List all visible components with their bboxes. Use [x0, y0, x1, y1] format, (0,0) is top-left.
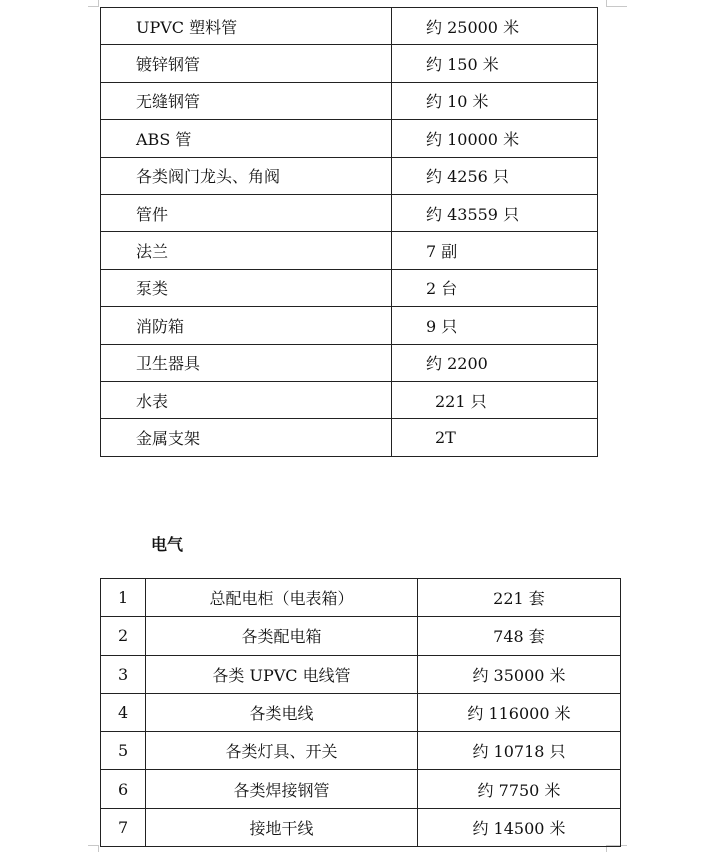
electrical-materials-table: [100, 578, 621, 847]
table-row: [101, 770, 621, 808]
row-number: 6: [101, 770, 146, 808]
row-number: 4: [101, 693, 146, 731]
page-corner-mark: [606, 0, 627, 7]
table-row: [101, 617, 621, 655]
material-name: UPVC 塑料管: [101, 8, 392, 45]
material-name: 水表: [101, 381, 392, 418]
material-quantity: 约 150 米: [392, 45, 598, 82]
material-quantity: 7 副: [392, 232, 598, 269]
material-quantity: 2 台: [392, 269, 598, 306]
table-row: [101, 194, 598, 231]
table-row: [101, 344, 598, 381]
item-quantity: 约 10718 只: [418, 732, 621, 770]
item-name: 各类焊接钢管: [146, 770, 418, 808]
material-quantity: 约 25000 米: [392, 8, 598, 45]
material-quantity: 2T: [392, 419, 598, 456]
material-name: 法兰: [101, 232, 392, 269]
table-row: [101, 269, 598, 306]
material-quantity: 9 只: [392, 307, 598, 344]
material-quantity: 约 4256 只: [392, 157, 598, 194]
material-name: 消防箱: [101, 307, 392, 344]
item-quantity: 约 35000 米: [418, 655, 621, 693]
row-number: 5: [101, 732, 146, 770]
row-number: 3: [101, 655, 146, 693]
material-name: 各类阀门龙头、角阀: [101, 157, 392, 194]
plumbing-materials-table: [100, 7, 598, 457]
material-quantity: 221 只: [392, 381, 598, 418]
table-row: [101, 120, 598, 157]
item-quantity: 221 套: [418, 579, 621, 617]
material-name: 金属支架: [101, 419, 392, 456]
item-quantity: 约 116000 米: [418, 693, 621, 731]
item-quantity: 748 套: [418, 617, 621, 655]
material-name: 无缝钢管: [101, 82, 392, 119]
row-number: 2: [101, 617, 146, 655]
table-row: [101, 808, 621, 846]
item-quantity: 约 7750 米: [418, 770, 621, 808]
page-corner-mark: [88, 0, 99, 7]
table-row: [101, 419, 598, 456]
table-row: [101, 732, 621, 770]
material-name: 泵类: [101, 269, 392, 306]
material-quantity: 约 2200: [392, 344, 598, 381]
table-row: [101, 693, 621, 731]
material-name: 管件: [101, 194, 392, 231]
row-number: 7: [101, 808, 146, 846]
table-row: [101, 307, 598, 344]
item-name: 总配电柜（电表箱）: [146, 579, 418, 617]
item-name: 各类电线: [146, 693, 418, 731]
table-row: [101, 8, 598, 45]
material-quantity: 约 10 米: [392, 82, 598, 119]
table-row: [101, 157, 598, 194]
material-quantity: 约 10000 米: [392, 120, 598, 157]
material-name: ABS 管: [101, 120, 392, 157]
table-row: [101, 655, 621, 693]
section-heading-electrical: 电气: [151, 535, 184, 554]
table-row: [101, 82, 598, 119]
item-name: 各类配电箱: [146, 617, 418, 655]
item-name: 各类 UPVC 电线管: [146, 655, 418, 693]
table-row: [101, 232, 598, 269]
item-name: 各类灯具、开关: [146, 732, 418, 770]
item-quantity: 约 14500 米: [418, 808, 621, 846]
material-quantity: 约 43559 只: [392, 194, 598, 231]
material-name: 卫生器具: [101, 344, 392, 381]
table-row: [101, 45, 598, 82]
table-row: [101, 579, 621, 617]
table-row: [101, 381, 598, 418]
row-number: 1: [101, 579, 146, 617]
material-name: 镀锌钢管: [101, 45, 392, 82]
item-name: 接地干线: [146, 808, 418, 846]
